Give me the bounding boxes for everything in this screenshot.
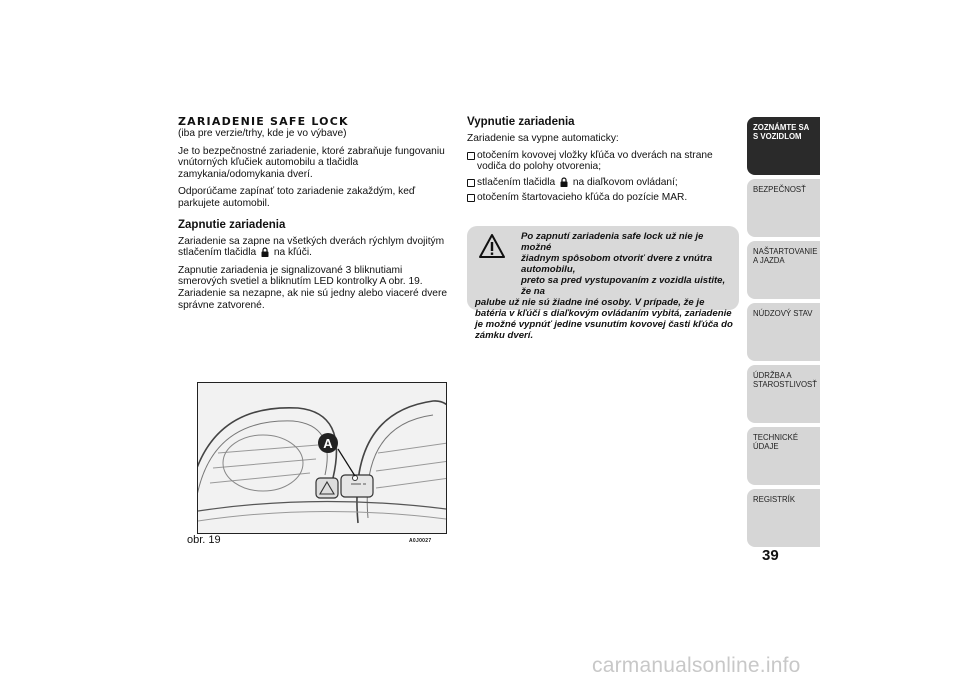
left-column — [178, 116, 454, 317]
callout-label-a: A — [323, 436, 333, 451]
page-title: ZARIADENIE SAFE LOCK — [178, 115, 349, 128]
section-title-deactivation: Vypnutie zariadenia — [467, 116, 575, 128]
paragraph-intro: Je to bezpečnostné zariadenie, ktoré zabraňuje fungovaniu vnútorných kľučiek automobilu a tlačidla zamykania/odomykania dverí. — [178, 145, 445, 180]
watermark-text: carmanualsonline.info — [592, 654, 801, 677]
tab-index[interactable]: REGISTRÍK — [747, 489, 820, 547]
right-column — [467, 116, 737, 208]
deactivation-intro: Zariadenie sa vypne automaticky: — [467, 133, 619, 144]
figure-caption: obr. 19 — [187, 534, 221, 546]
list-item: stlačením tlačidla na diaľkovom ovládaní; — [467, 177, 737, 189]
warning-text: Po zapnutí zariadenia safe lock už nie je možné žiadnym spôsobom otvoriť dvere z vnútra automobilu, preto sa pred vystupovaním z vozidla uistite, že na palube už nie sú žiadne iné osoby. V prípade, že je batéria v kľúči s diaľkovým ovládaním vybitá, zariadenie je možné vypnúť jedine vsunutím kovovej časti kľúča do zámku dverí. — [475, 231, 733, 341]
paragraph-recommendation: Odporúčame zapínať toto zariadenie zakaždým, keď parkujete automobil. — [178, 186, 416, 209]
tab-technical-data[interactable]: TECHNICKÉ ÚDAJE — [747, 427, 820, 485]
paragraph-activation: Zariadenie sa zapne na všetkých dverách rýchlym dvojitým stlačením tlačidla na kľúči. — [178, 235, 445, 259]
tab-starting-driving[interactable]: NAŠTARTOVANIE A JAZDA — [747, 241, 820, 299]
dashboard-illustration — [198, 383, 446, 533]
tab-maintenance[interactable]: ÚDRŽBA A STAROSTLIVOSŤ — [747, 365, 820, 423]
tab-emergency[interactable]: NÚDZOVÝ STAV — [747, 303, 820, 361]
chapter-tabs — [747, 117, 820, 551]
list-item: otočením štartovacieho kľúča do pozície MAR. — [467, 192, 737, 204]
list-item: otočením kovovej vložky kľúča vo dverách na strane vodiča do polohy otvorenia; — [467, 150, 737, 173]
tab-safety[interactable]: BEZPEČNOSŤ — [747, 179, 820, 237]
figure-safe-lock-led — [197, 382, 447, 534]
lock-icon — [560, 177, 568, 187]
section-title-activation: Zapnutie zariadenia — [178, 218, 286, 231]
tab-vehicle-overview[interactable]: ZOZNÁMTE SA S VOZIDLOM — [747, 117, 820, 175]
checkbox-bullet-icon — [467, 152, 475, 160]
title-note: (iba pre verzie/trhy, kde je vo výbave) — [178, 128, 347, 139]
warning-box — [467, 226, 739, 341]
page-number: 39 — [762, 547, 779, 564]
paragraph-signal: Zapnutie zariadenia je signalizované 3 bliknutiami smerových svetiel a bliknutím LED kontrolky A obr. 19. Zariadenie sa nezapne, ak nie sú jedny alebo viaceré dvere správne zatvorené. — [178, 264, 448, 311]
lock-icon — [261, 247, 269, 257]
checkbox-bullet-icon — [467, 179, 475, 187]
checkbox-bullet-icon — [467, 194, 475, 202]
figure-code: A0J0027 — [409, 538, 432, 544]
